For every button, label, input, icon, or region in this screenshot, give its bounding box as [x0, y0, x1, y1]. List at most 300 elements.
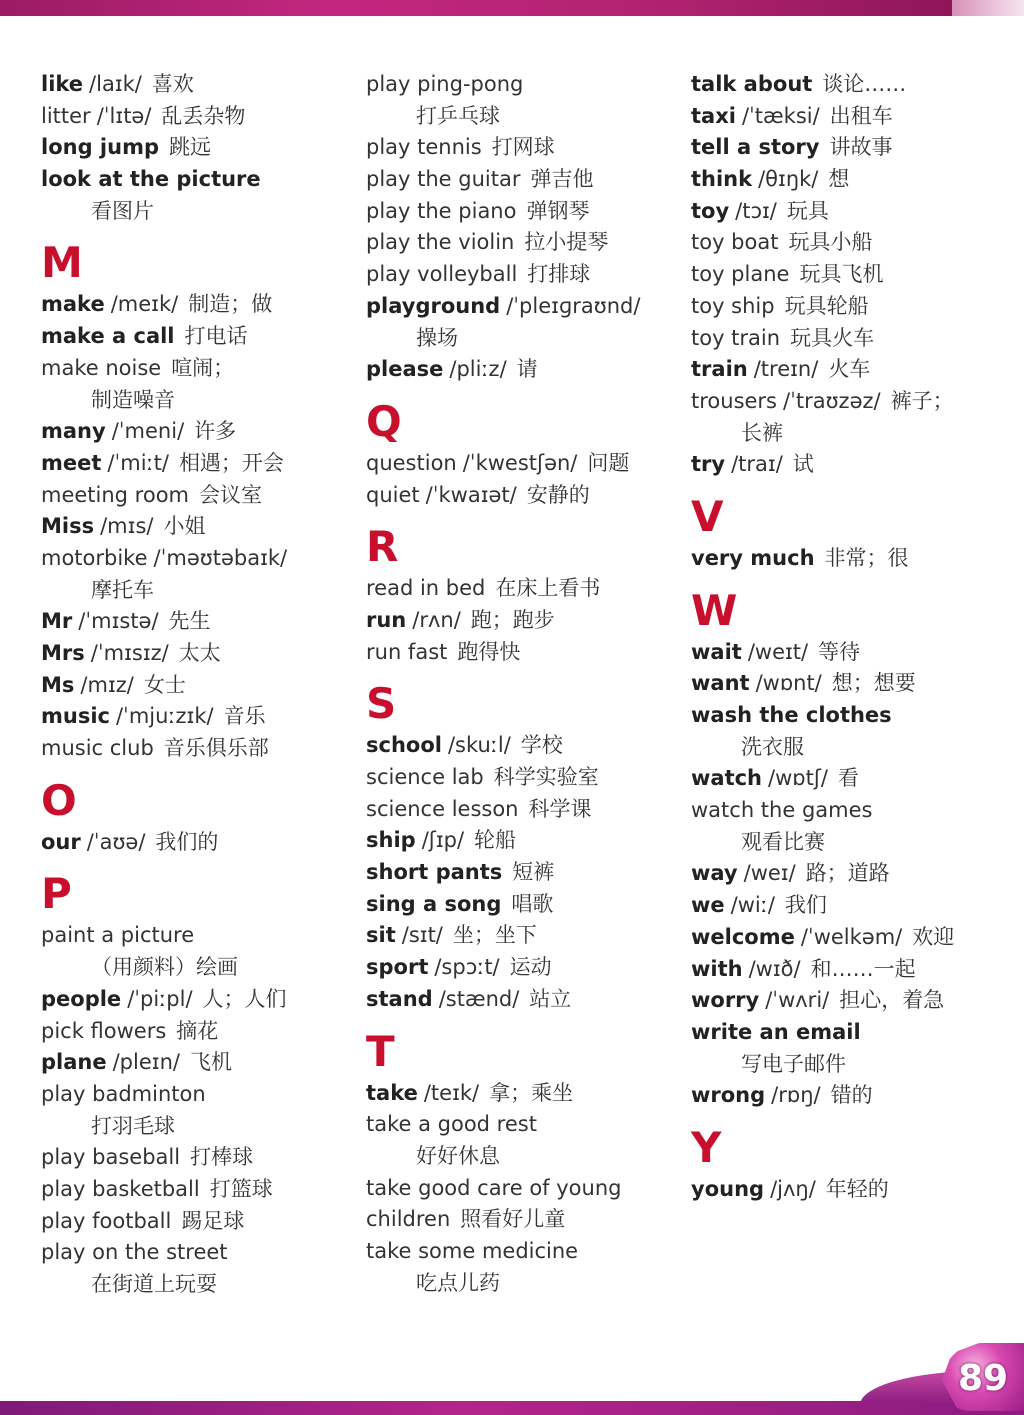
- glossary-entry: [691, 164, 1011, 196]
- entry-phonetic: /mɪz/: [80, 672, 134, 697]
- entry-word: motorbike: [41, 545, 148, 570]
- entry-word: Miss: [41, 514, 95, 539]
- entry-chinese-meaning: 先生: [168, 609, 211, 634]
- glossary-entry: [41, 1174, 341, 1206]
- glossary-entry: [691, 323, 1011, 355]
- glossary-entry: [41, 289, 341, 321]
- entry-phonetic: /sɪt/: [401, 923, 443, 948]
- glossary-entry: [366, 605, 676, 637]
- entry-phonetic: /ˈaʊə/: [86, 829, 146, 854]
- entry-chinese-meaning: 玩具飞机: [799, 262, 884, 287]
- entry-chinese-meaning: 站立: [529, 986, 572, 1011]
- entry-word: play the piano: [366, 198, 517, 223]
- entry-chinese-meaning: 短裤: [512, 860, 555, 885]
- glossary-entry: [366, 1204, 676, 1236]
- glossary-entry: [691, 858, 1011, 890]
- entry-word: try: [691, 452, 726, 477]
- entry-phonetic: /treɪn/: [753, 357, 819, 382]
- entry-word: think: [691, 167, 753, 192]
- entry-chinese-meaning: （用颜料）绘画: [91, 955, 238, 980]
- glossary-entry: [691, 954, 1011, 986]
- entry-word: ship: [366, 828, 416, 853]
- glossary-entry: [41, 132, 341, 164]
- glossary-entry: [691, 700, 1011, 732]
- glossary-entry: [691, 227, 1011, 259]
- entry-chinese-meaning: 科学课: [528, 796, 592, 821]
- entry-word: long jump: [41, 135, 159, 160]
- entry-translation-continuation: [41, 952, 341, 984]
- glossary-entry: [691, 196, 1011, 228]
- entry-word: take: [366, 1080, 418, 1105]
- entry-word: watch: [691, 766, 763, 791]
- entry-word: play tennis: [366, 135, 482, 160]
- entry-chinese-meaning: 操场: [416, 325, 458, 350]
- entry-translation-continuation: [366, 1268, 676, 1300]
- entry-word: want: [691, 671, 750, 696]
- entry-word: short pants: [366, 860, 503, 885]
- entry-chinese-meaning: 太太: [178, 641, 221, 665]
- glossary-column-3: [691, 69, 1011, 1206]
- entry-chinese-meaning: 长裤: [741, 420, 783, 445]
- glossary-entry: [366, 132, 676, 164]
- glossary-entry: [41, 1016, 341, 1048]
- glossary-entry: [691, 291, 1011, 323]
- glossary-entry: [691, 101, 1011, 133]
- glossary-entry: [41, 164, 341, 196]
- entry-chinese-meaning: 想；想要: [831, 671, 916, 696]
- entry-word: litter: [41, 103, 91, 128]
- entry-word: take some medicine: [366, 1238, 579, 1263]
- entry-word: please: [366, 357, 444, 382]
- entry-word: toy train: [691, 325, 781, 350]
- glossary-entry: [41, 353, 341, 385]
- glossary-entry: [366, 762, 676, 794]
- glossary-entry: [366, 164, 676, 196]
- entry-word: take a good rest: [366, 1112, 537, 1137]
- entry-chinese-meaning: 打乒乓球: [416, 103, 500, 128]
- glossary-entry: [366, 291, 676, 323]
- entry-word: taxi: [691, 103, 736, 128]
- entry-translation-continuation: [41, 196, 341, 228]
- glossary-entry: [41, 321, 341, 353]
- entry-phonetic: /weɪt/: [747, 639, 809, 664]
- entry-phonetic: /rʌn/: [412, 607, 461, 632]
- entry-chinese-meaning: 我们: [784, 893, 827, 918]
- entry-word: meet: [41, 450, 102, 475]
- entry-chinese-meaning: 玩具轮船: [784, 293, 869, 318]
- entry-phonetic: /wɪð/: [748, 956, 801, 981]
- entry-word: play the violin: [366, 230, 515, 255]
- entry-phonetic: /laɪk/: [89, 72, 142, 96]
- entry-word: quiet: [366, 482, 420, 507]
- entry-word: play baseball: [41, 1145, 181, 1170]
- glossary-entry: [41, 606, 341, 638]
- entry-word: children: [366, 1207, 451, 1232]
- entry-chinese-meaning: 弹钢琴: [526, 198, 590, 223]
- glossary-entry: [691, 132, 1011, 164]
- entry-chinese-meaning: 轮船: [474, 828, 517, 853]
- glossary-entry: [41, 543, 341, 575]
- entry-chinese-meaning: 会议室: [199, 482, 263, 507]
- entry-phonetic: /ˈtraʊzəz/: [783, 388, 881, 413]
- entry-word: question: [366, 450, 457, 475]
- entry-chinese-meaning: 坐；坐下: [452, 923, 537, 948]
- entry-chinese-meaning: 相遇；开会: [178, 450, 284, 475]
- glossary-column-2: [366, 69, 676, 1299]
- entry-chinese-meaning: 打棒球: [190, 1145, 254, 1170]
- glossary-entry: [691, 449, 1011, 481]
- glossary-entry: [691, 386, 1011, 418]
- entry-word: like: [41, 72, 84, 96]
- glossary-entry: [41, 416, 341, 448]
- glossary-entry: [366, 227, 676, 259]
- entry-phonetic: /ˈpleɪɡraʊnd/: [506, 293, 641, 318]
- section-letter-heading: S: [366, 679, 397, 729]
- entry-chinese-meaning: 担心，着急: [839, 988, 945, 1013]
- section-letter-heading: V: [691, 491, 724, 541]
- entry-word: Mr: [41, 609, 73, 634]
- entry-phonetic: /ˈmiːt/: [107, 450, 169, 475]
- entry-chinese-meaning: 打电话: [184, 324, 248, 349]
- entry-word: sit: [366, 923, 396, 948]
- entry-chinese-meaning: 问题: [587, 450, 630, 475]
- glossary-entry: [366, 196, 676, 228]
- entry-word: play ping-pong: [366, 72, 524, 96]
- entry-translation-continuation: [41, 1269, 341, 1301]
- entry-word: science lab: [366, 765, 484, 789]
- entry-chinese-meaning: 吃点儿药: [416, 1270, 500, 1295]
- glossary-entry: [691, 69, 1011, 101]
- entry-phonetic: /ˈmjuːzɪk/: [115, 704, 214, 729]
- entry-phonetic: /ˈwʌri/: [765, 988, 830, 1013]
- entry-word: train: [691, 357, 748, 382]
- entry-phonetic: /ˈwelkəm/: [800, 924, 903, 949]
- entry-chinese-meaning: 音乐: [223, 704, 266, 729]
- entry-phonetic: /wɒtʃ/: [768, 766, 828, 791]
- entry-word: music club: [41, 736, 154, 761]
- entry-translation-continuation: [691, 418, 1011, 450]
- entry-word: play badminton: [41, 1081, 206, 1106]
- entry-chinese-meaning: 看图片: [91, 198, 154, 223]
- entry-word: toy ship: [691, 293, 775, 318]
- glossary-entry: [366, 448, 676, 480]
- entry-chinese-meaning: 安静的: [526, 482, 590, 507]
- glossary-entry: [366, 1173, 676, 1205]
- entry-word: make: [41, 292, 105, 317]
- entry-phonetic: /ˈpiːpl/: [127, 986, 193, 1011]
- entry-phonetic: /ˈmɪsɪz/: [90, 641, 169, 665]
- glossary-entry: [366, 794, 676, 826]
- glossary-entry: [366, 69, 676, 101]
- entry-chinese-meaning: 想: [828, 167, 850, 192]
- entry-chinese-meaning: 裤子；: [890, 388, 954, 413]
- glossary-entry: [41, 827, 341, 859]
- entry-word: tell a story: [691, 135, 820, 160]
- glossary-entry: [366, 730, 676, 762]
- entry-phonetic: /rɒŋ/: [771, 1083, 821, 1108]
- entry-word: paint a picture: [41, 923, 195, 948]
- entry-phonetic: /traɪ/: [731, 452, 783, 477]
- entry-word: young: [691, 1176, 765, 1201]
- entry-word: playground: [366, 293, 501, 318]
- entry-word: play football: [41, 1208, 172, 1233]
- glossary-entry: [366, 984, 676, 1016]
- entry-word: make noise: [41, 355, 162, 380]
- entry-translation-continuation: [366, 323, 676, 355]
- entry-chinese-meaning: 讲故事: [829, 135, 893, 160]
- glossary-entry: [691, 1080, 1011, 1112]
- entry-word: very much: [691, 545, 815, 570]
- entry-word: play on the street: [41, 1240, 228, 1265]
- entry-phonetic: /θɪŋk/: [758, 167, 819, 192]
- entry-word: with: [691, 956, 743, 981]
- entry-phonetic: /tɔɪ/: [735, 198, 777, 223]
- entry-chinese-meaning: 科学实验室: [493, 765, 599, 789]
- entry-phonetic: /stænd/: [438, 986, 520, 1011]
- entry-chinese-meaning: 制造；做: [188, 292, 273, 317]
- entry-chinese-meaning: 女士: [143, 672, 186, 697]
- entry-phonetic: /ˈməʊtəbaɪk/: [153, 545, 288, 570]
- entry-word: Mrs: [41, 641, 85, 665]
- entry-phonetic: /ˈlɪtə/: [96, 103, 152, 128]
- glossary-entry: [41, 448, 341, 480]
- entry-phonetic: /mɪs/: [100, 514, 154, 539]
- entry-word: toy: [691, 198, 730, 223]
- entry-chinese-meaning: 喜欢: [151, 72, 194, 96]
- entry-chinese-meaning: 学校: [520, 733, 563, 758]
- glossary-entry: [366, 354, 676, 386]
- entry-chinese-meaning: 洗衣服: [741, 734, 804, 759]
- entry-chinese-meaning: 谈论……: [822, 72, 907, 96]
- entry-word: wrong: [691, 1083, 766, 1108]
- entry-phonetic: /ʃɪp/: [421, 828, 465, 853]
- glossary-entry: [41, 733, 341, 765]
- entry-word: make a call: [41, 324, 175, 349]
- entry-word: we: [691, 893, 725, 918]
- section-letter-heading: R: [366, 522, 399, 572]
- entry-chinese-meaning: 打排球: [527, 262, 591, 287]
- entry-chinese-meaning: 音乐俱乐部: [163, 736, 269, 761]
- glossary-entry: [691, 543, 1011, 575]
- entry-chinese-meaning: 出租车: [829, 103, 893, 128]
- entry-chinese-meaning: 试: [792, 452, 814, 477]
- entry-word: talk about: [691, 72, 813, 96]
- section-letter-heading: W: [691, 585, 738, 635]
- section-letter-heading: Q: [366, 396, 402, 446]
- entry-chinese-meaning: 运动: [509, 955, 552, 980]
- glossary-entry: [41, 1047, 341, 1079]
- entry-word: toy boat: [691, 230, 779, 255]
- entry-chinese-meaning: 路；道路: [805, 861, 890, 886]
- entry-word: look at the picture: [41, 167, 261, 192]
- entry-chinese-meaning: 制造噪音: [91, 387, 175, 412]
- glossary-entry: [366, 825, 676, 857]
- glossary-entry: [41, 480, 341, 512]
- entry-chinese-meaning: 观看比赛: [741, 829, 825, 854]
- glossary-entry: [366, 1078, 676, 1110]
- entry-chinese-meaning: 弹吉他: [530, 167, 594, 192]
- glossary-entry: [366, 637, 676, 669]
- entry-phonetic: /weɪ/: [743, 861, 796, 886]
- entry-translation-continuation: [691, 1049, 1011, 1081]
- entry-phonetic: /jʌŋ/: [770, 1176, 816, 1201]
- glossary-entry: [691, 637, 1011, 669]
- entry-word: worry: [691, 988, 760, 1013]
- entry-phonetic: /wiː/: [730, 893, 775, 918]
- glossary-entry: [366, 920, 676, 952]
- entry-chinese-meaning: 请: [516, 357, 538, 382]
- entry-chinese-meaning: 跑；跑步: [470, 607, 555, 632]
- entry-phonetic: /spɔːt/: [434, 955, 500, 980]
- entry-phonetic: /wɒnt/: [755, 671, 822, 696]
- glossary-column-1: [41, 69, 341, 1301]
- entry-chinese-meaning: 玩具: [786, 198, 829, 223]
- entry-chinese-meaning: 好好休息: [416, 1143, 500, 1168]
- entry-phonetic: /pleɪn/: [112, 1050, 180, 1075]
- entry-chinese-meaning: 我们的: [155, 829, 219, 854]
- entry-phonetic: /teɪk/: [423, 1080, 480, 1105]
- entry-chinese-meaning: 摩托车: [91, 577, 154, 602]
- glossary-entry: [691, 1017, 1011, 1049]
- entry-chinese-meaning: 非常；很: [824, 545, 909, 570]
- entry-word: sing a song: [366, 891, 502, 916]
- section-letter-heading: O: [41, 775, 77, 825]
- entry-translation-continuation: [41, 1111, 341, 1143]
- entry-phonetic: /meɪk/: [110, 292, 179, 317]
- glossary-entry: [41, 69, 341, 101]
- entry-chinese-meaning: 跑得快: [457, 639, 521, 664]
- entry-translation-continuation: [366, 1141, 676, 1173]
- glossary-entry: [691, 1174, 1011, 1206]
- entry-chinese-meaning: 在街道上玩耍: [91, 1272, 217, 1296]
- entry-word: play basketball: [41, 1176, 200, 1201]
- entry-word: write an email: [691, 1019, 861, 1044]
- entry-chinese-meaning: 等待: [818, 639, 861, 664]
- glossary-entry: [366, 1236, 676, 1268]
- entry-word: meeting room: [41, 482, 190, 507]
- entry-chinese-meaning: 喧闹；: [171, 355, 235, 380]
- entry-chinese-meaning: 乱丢杂物: [161, 103, 246, 128]
- entry-chinese-meaning: 跳远: [168, 135, 211, 160]
- entry-phonetic: /ˈmɪstə/: [78, 609, 159, 634]
- entry-chinese-meaning: 年轻的: [825, 1176, 889, 1201]
- entry-chinese-meaning: 人；人们: [202, 986, 287, 1011]
- entry-word: toy plane: [691, 262, 790, 287]
- entry-word: sport: [366, 955, 429, 980]
- glossary-entry: [366, 952, 676, 984]
- entry-translation-continuation: [691, 827, 1011, 859]
- glossary-entry: [691, 985, 1011, 1017]
- glossary-entry: [691, 795, 1011, 827]
- glossary-entry: [691, 890, 1011, 922]
- glossary-entry: [691, 763, 1011, 795]
- entry-chinese-meaning: 拉小提琴: [524, 230, 609, 255]
- entry-phonetic: /ˈkwestʃən/: [462, 450, 578, 475]
- entry-word: take good care of young: [366, 1175, 622, 1200]
- page-number: 89: [957, 1358, 1009, 1399]
- glossary-entry: [691, 354, 1011, 386]
- entry-chinese-meaning: 打羽毛球: [91, 1113, 175, 1138]
- section-letter-heading: T: [366, 1026, 395, 1076]
- entry-word: our: [41, 829, 81, 854]
- entry-word: science lesson: [366, 796, 519, 821]
- entry-chinese-meaning: 打网球: [491, 135, 555, 160]
- entry-chinese-meaning: 打篮球: [209, 1176, 273, 1201]
- glossary-entry: [41, 1206, 341, 1238]
- entry-phonetic: /pliːz/: [449, 357, 507, 382]
- section-letter-heading: P: [41, 869, 72, 919]
- entry-word: run: [366, 607, 407, 632]
- entry-word: play volleyball: [366, 262, 518, 287]
- top-decorative-band: [0, 0, 952, 16]
- entry-phonetic: /ˈtæksi/: [741, 103, 820, 128]
- glossary-entry: [366, 259, 676, 291]
- entry-word: run fast: [366, 639, 448, 664]
- bottom-decorative-band: [0, 1401, 1024, 1415]
- glossary-entry: [366, 1109, 676, 1141]
- entry-chinese-meaning: 摘花: [176, 1018, 219, 1043]
- glossary-entry: [41, 101, 341, 133]
- entry-word: people: [41, 986, 122, 1011]
- entry-word: plane: [41, 1050, 107, 1075]
- entry-phonetic: /ˈmeni/: [111, 419, 185, 444]
- section-letter-heading: M: [41, 238, 83, 288]
- entry-word: pick flowers: [41, 1018, 167, 1043]
- section-letter-heading: Y: [691, 1122, 722, 1172]
- entry-chinese-meaning: 拿；乘坐: [489, 1080, 574, 1105]
- entry-phonetic: /skuːl/: [447, 733, 511, 758]
- glossary-entry: [41, 638, 341, 670]
- glossary-entry: [41, 1142, 341, 1174]
- entry-chinese-meaning: 踢足球: [181, 1208, 245, 1233]
- glossary-entry: [41, 984, 341, 1016]
- entry-chinese-meaning: 看: [837, 766, 859, 791]
- entry-word: way: [691, 861, 738, 886]
- entry-word: school: [366, 733, 442, 758]
- entry-word: music: [41, 704, 110, 729]
- glossary-entry: [41, 701, 341, 733]
- entry-word: Ms: [41, 672, 75, 697]
- entry-chinese-meaning: 错的: [830, 1083, 873, 1108]
- entry-word: welcome: [691, 924, 795, 949]
- entry-chinese-meaning: 唱歌: [511, 891, 554, 916]
- glossary-entry: [41, 511, 341, 543]
- entry-word: many: [41, 419, 106, 444]
- entry-word: wash the clothes: [691, 703, 892, 727]
- entry-translation-continuation: [41, 385, 341, 417]
- entry-translation-continuation: [41, 575, 341, 607]
- entry-chinese-meaning: 火车: [828, 357, 871, 382]
- entry-chinese-meaning: 写电子邮件: [741, 1051, 846, 1076]
- glossary-entry: [691, 259, 1011, 291]
- glossary-entry: [366, 857, 676, 889]
- entry-chinese-meaning: 玩具火车: [790, 325, 875, 350]
- entry-chinese-meaning: 和……一起: [810, 956, 916, 981]
- glossary-entry: [366, 480, 676, 512]
- entry-word: stand: [366, 986, 433, 1011]
- glossary-entry: [41, 670, 341, 702]
- entry-word: read in bed: [366, 576, 486, 601]
- entry-chinese-meaning: 许多: [194, 419, 237, 444]
- glossary-entry: [41, 1237, 341, 1269]
- entry-translation-continuation: [366, 101, 676, 133]
- glossary-entry: [366, 889, 676, 921]
- entry-chinese-meaning: 照看好儿童: [460, 1207, 566, 1232]
- glossary-entry: [41, 1079, 341, 1111]
- glossary-entry: [41, 920, 341, 952]
- entry-chinese-meaning: 欢迎: [912, 924, 955, 949]
- entry-phonetic: /ˈkwaɪət/: [425, 482, 517, 507]
